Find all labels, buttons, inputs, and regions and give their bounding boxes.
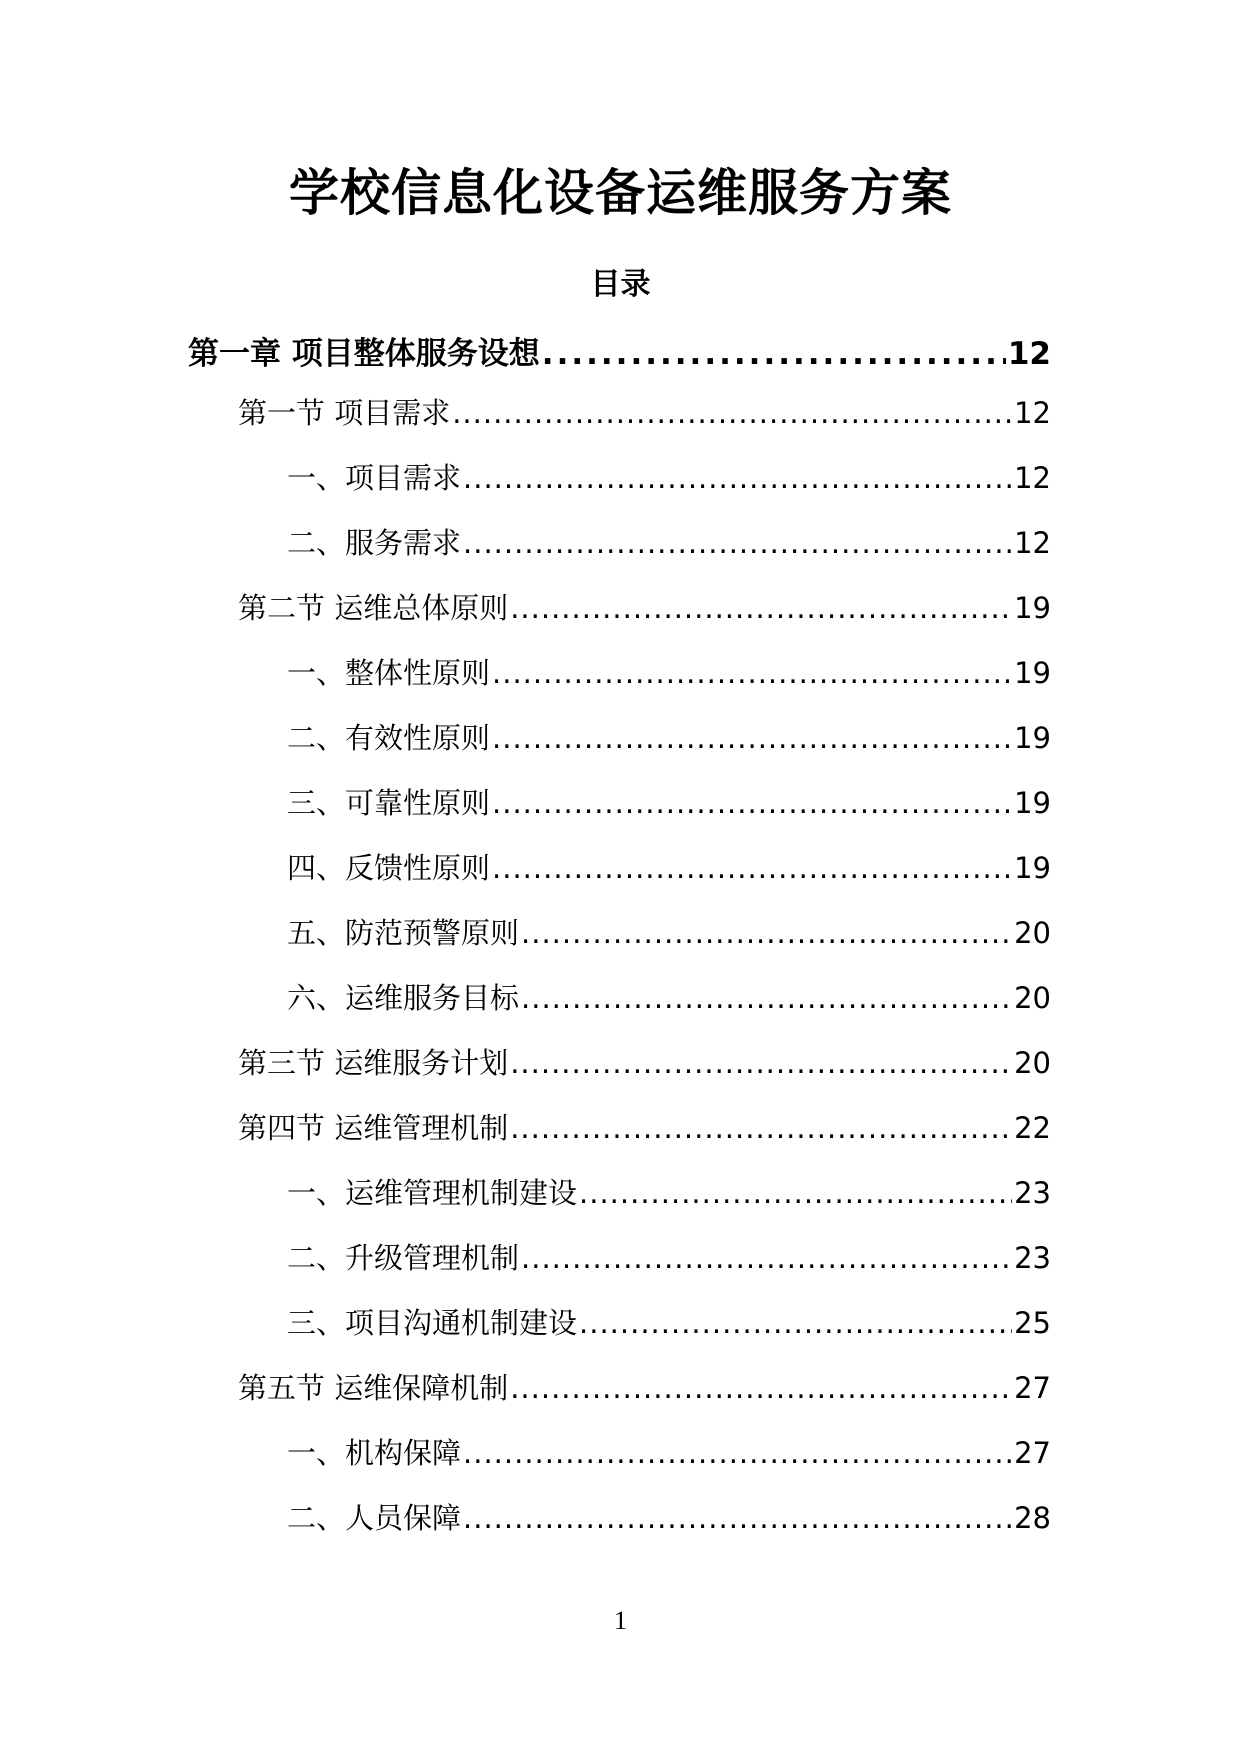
toc-entry-label: 三、可靠性原则 bbox=[287, 786, 491, 820]
toc-entry-page: 27 bbox=[1014, 1436, 1051, 1470]
toc-leader-dots bbox=[510, 591, 1012, 625]
toc-entry-page: 23 bbox=[1014, 1176, 1051, 1210]
toc-entry[interactable] bbox=[287, 1171, 1051, 1212]
toc-entry-page: 28 bbox=[1014, 1501, 1051, 1535]
toc-heading: 目录 bbox=[590, 267, 651, 302]
toc-leader-dots bbox=[521, 981, 1012, 1015]
toc-entry[interactable] bbox=[238, 1041, 1051, 1082]
toc-leader-dots bbox=[521, 916, 1012, 950]
toc-entry-label: 一、运维管理机制建设 bbox=[287, 1176, 578, 1210]
toc-leader-dots bbox=[463, 461, 1012, 495]
toc-entry-label: 一、机构保障 bbox=[287, 1436, 462, 1470]
toc-entry-label: 第一节 项目需求 bbox=[238, 396, 451, 430]
toc-entry-label: 第二节 运维总体原则 bbox=[238, 591, 509, 625]
toc-leader-dots bbox=[463, 1501, 1012, 1535]
toc-entry-label: 一、项目需求 bbox=[287, 461, 462, 495]
toc-entry[interactable] bbox=[188, 328, 1051, 373]
toc-entry-label: 二、升级管理机制 bbox=[287, 1241, 520, 1275]
toc-entry-label: 第四节 运维管理机制 bbox=[238, 1111, 509, 1145]
toc-entry[interactable] bbox=[238, 391, 1051, 432]
toc-entry[interactable] bbox=[287, 651, 1051, 692]
toc-entry-label: 五、防范预警原则 bbox=[287, 916, 520, 950]
toc-leader-dots bbox=[510, 1111, 1012, 1145]
toc-entry-page: 19 bbox=[1014, 591, 1051, 625]
toc-leader-dots bbox=[463, 1436, 1012, 1470]
toc-entry-label: 二、人员保障 bbox=[287, 1501, 462, 1535]
toc-entry[interactable] bbox=[287, 846, 1051, 887]
toc-entry-page: 19 bbox=[1014, 656, 1051, 690]
toc-entry-page: 22 bbox=[1014, 1111, 1051, 1145]
toc-entry-label: 第五节 运维保障机制 bbox=[238, 1371, 509, 1405]
toc-entry-label: 三、项目沟通机制建设 bbox=[287, 1306, 578, 1340]
toc-entry[interactable] bbox=[287, 521, 1051, 562]
toc-entry[interactable] bbox=[238, 1366, 1051, 1407]
toc-leader-dots bbox=[492, 656, 1012, 690]
toc-entry-page: 20 bbox=[1014, 981, 1051, 1015]
toc-leader-dots bbox=[492, 851, 1012, 885]
document-title: 学校信息化设备运维服务方案 bbox=[289, 164, 952, 222]
toc-entry-label: 二、有效性原则 bbox=[287, 721, 491, 755]
toc-entry-page: 19 bbox=[1014, 721, 1051, 755]
page-number: 1 bbox=[614, 1606, 627, 1635]
toc-leader-dots bbox=[510, 1046, 1012, 1080]
toc-entry[interactable] bbox=[287, 1496, 1051, 1537]
toc-entry[interactable] bbox=[238, 586, 1051, 627]
toc-entry-label: 六、运维服务目标 bbox=[287, 981, 520, 1015]
toc-entry-page: 25 bbox=[1014, 1306, 1051, 1340]
toc-leader-dots bbox=[452, 396, 1012, 430]
toc-entry-page: 19 bbox=[1014, 851, 1051, 885]
toc-entry[interactable] bbox=[287, 911, 1051, 952]
toc-entry[interactable] bbox=[287, 456, 1051, 497]
toc-entry[interactable] bbox=[287, 1431, 1051, 1472]
toc-leader-dots bbox=[510, 1371, 1012, 1405]
toc-entry-label: 第三节 运维服务计划 bbox=[238, 1046, 509, 1080]
toc-leader-dots bbox=[579, 1306, 1012, 1340]
toc-entry-page: 19 bbox=[1014, 786, 1051, 820]
toc-entry-page: 12 bbox=[1014, 461, 1051, 495]
toc-entry[interactable] bbox=[287, 1301, 1051, 1342]
toc-entry[interactable] bbox=[238, 1106, 1051, 1147]
toc-leader-dots bbox=[492, 786, 1012, 820]
toc-entry-label: 一、整体性原则 bbox=[287, 656, 491, 690]
toc-entry[interactable] bbox=[287, 781, 1051, 822]
toc-leader-dots bbox=[542, 336, 1006, 372]
toc-entry[interactable] bbox=[287, 716, 1051, 757]
toc-entry-page: 12 bbox=[1007, 336, 1051, 372]
toc-entry-page: 12 bbox=[1014, 526, 1051, 560]
toc-entry-label: 四、反馈性原则 bbox=[287, 851, 491, 885]
toc-leader-dots bbox=[579, 1176, 1012, 1210]
toc-entry-page: 23 bbox=[1014, 1241, 1051, 1275]
toc-entry[interactable] bbox=[287, 976, 1051, 1017]
toc-entry-page: 20 bbox=[1014, 1046, 1051, 1080]
toc-leader-dots bbox=[492, 721, 1012, 755]
toc-leader-dots bbox=[463, 526, 1012, 560]
toc-entry-page: 27 bbox=[1014, 1371, 1051, 1405]
toc-entry-page: 12 bbox=[1014, 396, 1051, 430]
toc-entry-label: 二、服务需求 bbox=[287, 526, 462, 560]
toc-leader-dots bbox=[521, 1241, 1012, 1275]
toc-entry[interactable] bbox=[287, 1236, 1051, 1277]
toc-entry-page: 20 bbox=[1014, 916, 1051, 950]
toc-entry-label: 第一章 项目整体服务设想 bbox=[188, 336, 540, 372]
